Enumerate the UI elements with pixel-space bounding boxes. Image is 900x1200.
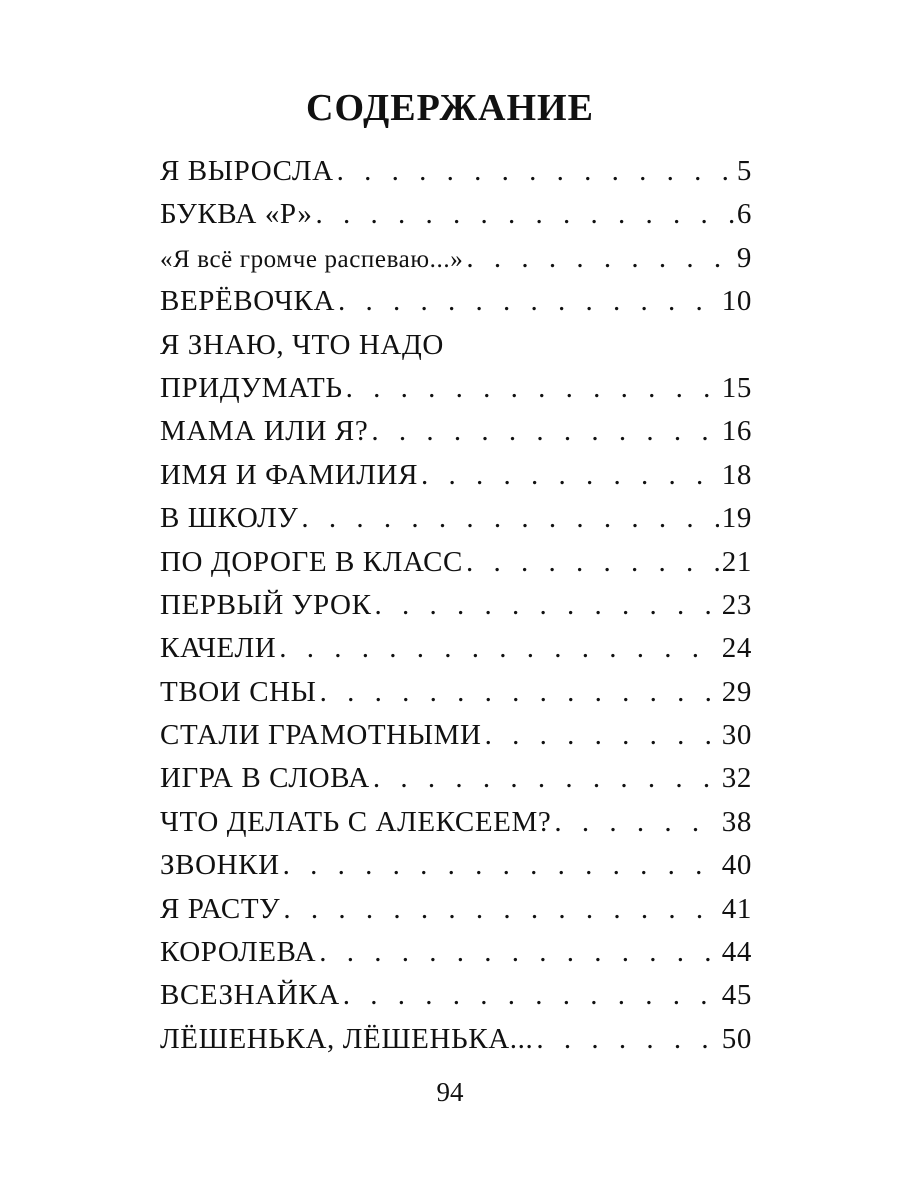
toc-entry	[160, 237, 752, 280]
toc-entry-page: 40	[721, 849, 752, 882]
dot-leader	[421, 454, 719, 497]
toc-entry	[160, 974, 752, 1017]
dot-leader	[554, 801, 718, 844]
toc-entry-page: 38	[721, 805, 752, 838]
dot-leader	[346, 367, 719, 410]
dot-leader	[338, 280, 719, 323]
toc-entry	[160, 541, 752, 584]
toc-entry	[160, 671, 752, 714]
dot-leader	[319, 931, 719, 974]
toc-entry-title: ЧТО ДЕЛАТЬ С АЛЕКСЕЕМ?	[160, 805, 552, 838]
toc-entry	[160, 584, 752, 627]
toc-entry	[160, 714, 752, 757]
dot-leader	[315, 193, 733, 236]
toc-entry	[160, 844, 752, 887]
toc-entry-page: 18	[721, 458, 752, 491]
dot-leader	[279, 627, 719, 670]
toc-entry-title: Я РАСТУ	[160, 892, 281, 925]
toc-entry-page: 30	[721, 719, 752, 752]
toc-entry-title: ЛЁШЕНЬКА, ЛЁШЕНЬКА...	[160, 1022, 534, 1055]
page-number: 94	[436, 1077, 464, 1107]
toc-entry-page: 23	[721, 588, 752, 621]
toc-entry-page: 24	[721, 632, 752, 665]
toc-entry-title: ТВОИ СНЫ	[160, 675, 317, 708]
toc-entry-page: 45	[721, 979, 752, 1012]
toc-entry-title: В ШКОЛУ	[160, 502, 299, 535]
toc-entry-title: ПРИДУМАТЬ	[160, 371, 343, 404]
dot-leader	[373, 757, 719, 800]
dot-leader	[301, 497, 718, 540]
toc-entry-title: ИМЯ И ФАМИЛИЯ	[160, 458, 419, 491]
toc-entry	[160, 367, 752, 410]
toc-entry	[160, 1018, 752, 1061]
toc-entry-page: 29	[721, 675, 752, 708]
dot-leader	[375, 584, 719, 627]
toc-entry-page: 19	[721, 502, 752, 535]
toc-entry-title: ВЕРЁВОЧКА	[160, 285, 335, 318]
dot-leader	[343, 974, 719, 1017]
toc-entry-title: ЗВОНКИ	[160, 849, 280, 882]
toc-entry-title: ПО ДОРОГЕ В КЛАСС	[160, 545, 464, 578]
toc-entry	[160, 454, 752, 497]
toc-entry-title: ИГРА В СЛОВА	[160, 762, 370, 795]
dot-leader	[320, 671, 719, 714]
toc-entry	[160, 931, 752, 974]
toc-entry-page: 15	[721, 371, 752, 404]
toc-entry-title: КАЧЕЛИ	[160, 632, 277, 665]
toc-entry-page: 41	[721, 892, 752, 925]
toc-entry-title: МАМА ИЛИ Я?	[160, 415, 369, 448]
toc-entry	[160, 150, 752, 193]
dot-leader	[466, 541, 719, 584]
dot-leader	[371, 410, 718, 453]
toc-entry	[160, 801, 752, 844]
toc-entry-page: 21	[721, 545, 752, 578]
toc-entry	[160, 324, 752, 367]
toc-entry-page: 10	[721, 285, 752, 318]
toc-entry-title: КОРОЛЕВА	[160, 936, 317, 969]
toc-entry-title: «Я всё громче распеваю...»	[160, 245, 464, 273]
toc-entry-title: ВСЕЗНАЙКА	[160, 979, 340, 1012]
toc-entry-page: 16	[721, 415, 752, 448]
toc-entry-page: 32	[721, 762, 752, 795]
dot-leader	[283, 888, 718, 931]
toc-entry-title: БУКВА «Р»	[160, 198, 313, 231]
toc-entry-title: Я ВЫРОСЛА	[160, 155, 334, 187]
toc-entry	[160, 888, 752, 931]
toc-entry-page: 44	[721, 936, 752, 969]
toc-entry-title: Я ЗНАЮ, ЧТО НАДО	[160, 328, 444, 361]
dot-leader	[337, 150, 734, 193]
toc-entry-page: 6	[736, 198, 752, 231]
toc-list	[160, 150, 752, 1061]
dot-leader	[283, 844, 719, 887]
toc-entry	[160, 193, 752, 236]
toc-entry-page: 5	[736, 155, 752, 187]
dot-leader	[536, 1018, 718, 1061]
toc-entry	[160, 627, 752, 670]
toc-entry-page: 50	[721, 1022, 752, 1055]
toc-entry	[160, 757, 752, 800]
toc-entry	[160, 280, 752, 323]
toc-entry-page: 9	[736, 241, 752, 274]
toc-entry-title: ПЕРВЫЙ УРОК	[160, 588, 372, 621]
dot-leader	[485, 714, 719, 757]
toc-entry	[160, 410, 752, 453]
page-title: СОДЕРЖАНИЕ	[306, 87, 594, 129]
dot-leader	[466, 237, 734, 280]
toc-entry	[160, 497, 752, 540]
toc-entry-title: СТАЛИ ГРАМОТНЫМИ	[160, 719, 482, 752]
